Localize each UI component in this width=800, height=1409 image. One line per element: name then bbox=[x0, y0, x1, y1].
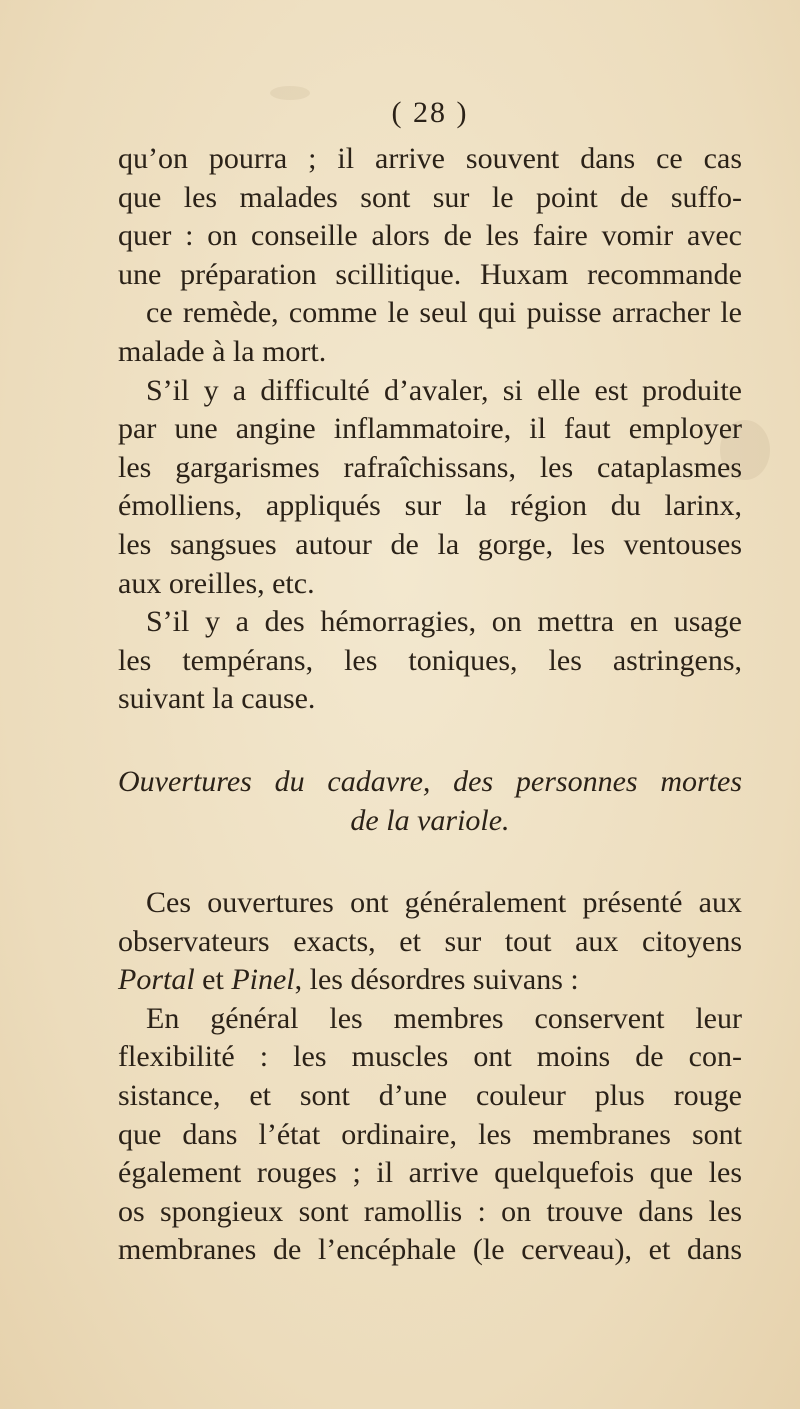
paragraph-2 bbox=[118, 372, 742, 604]
text-fragment: , les désordres suivans : bbox=[294, 963, 579, 997]
text-line bbox=[118, 961, 742, 1000]
section-paragraph-2 bbox=[118, 1000, 742, 1270]
text-line: os spongieux sont ramollis : on trouve dans les bbox=[118, 1194, 742, 1228]
page-number: ( 28 ) bbox=[391, 96, 469, 129]
section-heading-line: Ouvertures du cadavre, des personnes mortes bbox=[118, 764, 742, 798]
text-line: ce remède, comme le seul qui puisse arracher le bbox=[146, 296, 742, 330]
section-heading-line: de la variole. bbox=[350, 803, 510, 837]
text-line: S’il y a des hémorragies, on mettra en usage bbox=[146, 605, 742, 639]
text-line: que dans l’état ordinaire, les membranes sont bbox=[118, 1117, 742, 1151]
section-paragraph-1 bbox=[118, 884, 742, 1000]
text-line: quer : on conseille alors de les faire vomir avec bbox=[118, 219, 742, 253]
text-line: flexibilité : les muscles ont moins de con- bbox=[118, 1040, 742, 1074]
text-line: aux oreilles, etc. bbox=[118, 566, 315, 600]
section-heading bbox=[118, 763, 742, 840]
text-line: une préparation scillitique. Huxam recommande bbox=[118, 257, 742, 291]
text-line: suivant la cause. bbox=[118, 682, 316, 716]
author-name-pinel: Pinel bbox=[231, 963, 295, 997]
text-line: émolliens, appliqués sur la région du larinx, bbox=[118, 489, 742, 523]
text-line: malade à la mort. bbox=[118, 334, 327, 368]
text-line: membranes de l’encéphale (le cerveau), et dans bbox=[118, 1233, 742, 1267]
text-line: les tempérans, les toniques, les astringens, bbox=[118, 643, 742, 677]
author-name-portal: Portal bbox=[118, 963, 195, 997]
text-line: les gargarismes rafraîchissans, les cataplasmes bbox=[118, 450, 742, 484]
text-line: que les malades sont sur le point de suffo- bbox=[118, 180, 742, 214]
text-line: qu’on pourra ; il arrive souvent dans ce cas bbox=[118, 142, 742, 175]
conjunction: et bbox=[202, 963, 224, 997]
text-line: observateurs exacts, et sur tout aux citoyens bbox=[118, 924, 742, 958]
text-line: sistance, et sont d’une couleur plus rouge bbox=[118, 1079, 742, 1113]
spacer bbox=[118, 719, 742, 763]
text-block bbox=[118, 140, 742, 1270]
text-line: les sangsues autour de la gorge, les ventouses bbox=[118, 527, 742, 561]
text-line: par une angine inflammatoire, il faut employer bbox=[118, 412, 742, 446]
text-line: Ces ouvertures ont généralement présenté aux bbox=[146, 886, 742, 920]
paragraph-3 bbox=[118, 603, 742, 719]
paragraph-1 bbox=[118, 140, 742, 372]
text-line: S’il y a difficulté d’avaler, si elle est produite bbox=[146, 373, 742, 407]
spacer bbox=[118, 840, 742, 884]
text-line: également rouges ; il arrive quelquefois que les bbox=[118, 1156, 742, 1190]
text-line: En général les membres conservent leur bbox=[146, 1001, 742, 1035]
